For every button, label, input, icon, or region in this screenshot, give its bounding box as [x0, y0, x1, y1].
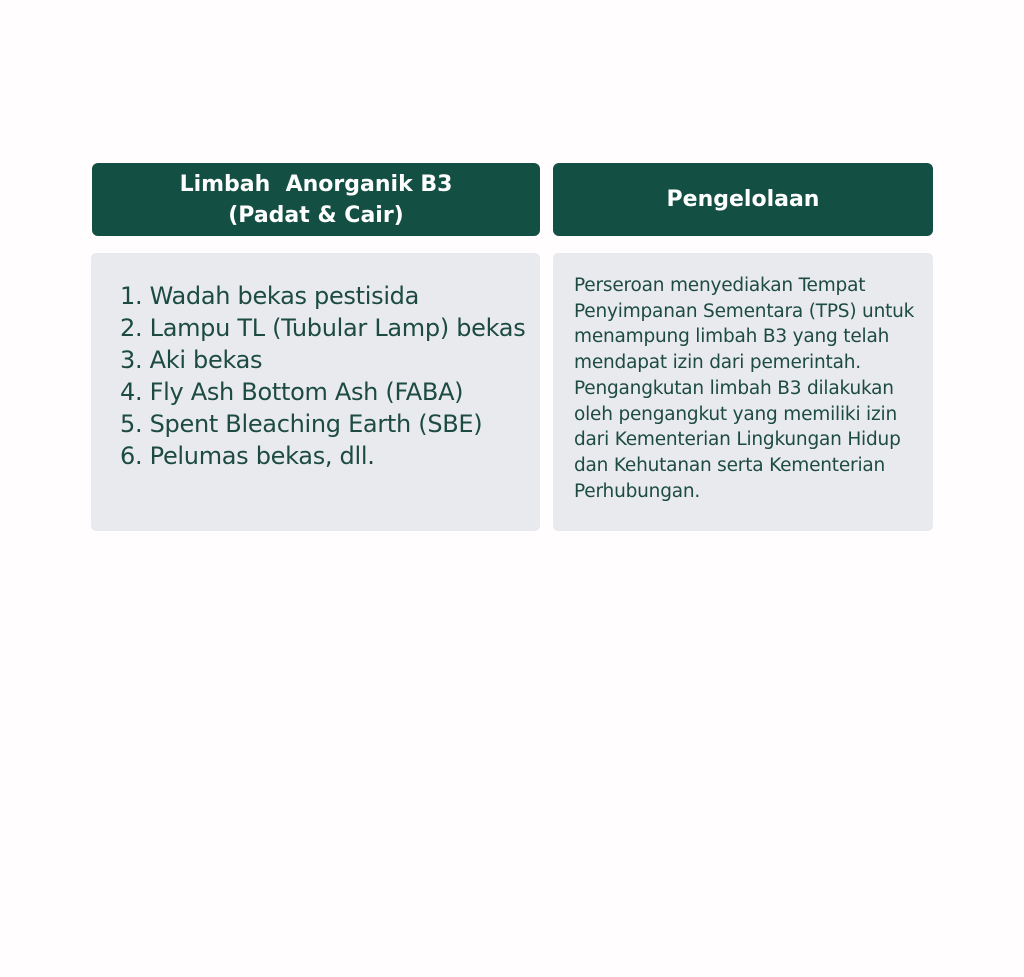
waste-list-item: 6. Pelumas bekas, dll.	[120, 442, 375, 470]
management-line: Perseroan menyediakan Tempat	[574, 275, 866, 296]
management-description	[574, 273, 933, 504]
header-limbah-anorganik-b3	[92, 163, 540, 236]
management-line: dari Kementerian Lingkungan Hidup	[574, 429, 901, 451]
header-right-label: Pengelolaan	[666, 187, 820, 212]
waste-list-item: 2. Lampu TL (Tubular Lamp) bekas	[120, 314, 526, 342]
management-line: dan Kehutanan serta Kementerian	[574, 454, 886, 476]
waste-list-item: 3. Aki bekas	[120, 346, 263, 374]
waste-list	[120, 280, 540, 472]
header-pengelolaan	[553, 163, 933, 236]
waste-list-panel	[91, 253, 540, 531]
management-line: Penyimpanan Sementara (TPS) untuk	[574, 300, 915, 322]
management-line: menampung limbah B3 yang telah	[574, 326, 890, 348]
management-line: oleh pengangkut yang memiliki izin	[574, 403, 897, 425]
waste-list-item: 5. Spent Bleaching Earth (SBE)	[120, 410, 483, 438]
management-line: Pengangkutan limbah B3 dilakukan	[574, 377, 894, 399]
header-left-line-2: (Padat & Cair)	[228, 202, 404, 228]
management-line: mendapat izin dari pemerintah.	[574, 352, 861, 374]
management-line: Perhubungan.	[574, 480, 701, 502]
waste-list-item: 1. Wadah bekas pestisida	[120, 282, 420, 310]
header-left-line-1: Limbah Anorganik B3	[179, 171, 453, 197]
waste-list-item: 4. Fly Ash Bottom Ash (FABA)	[120, 378, 464, 406]
management-panel	[553, 253, 933, 531]
